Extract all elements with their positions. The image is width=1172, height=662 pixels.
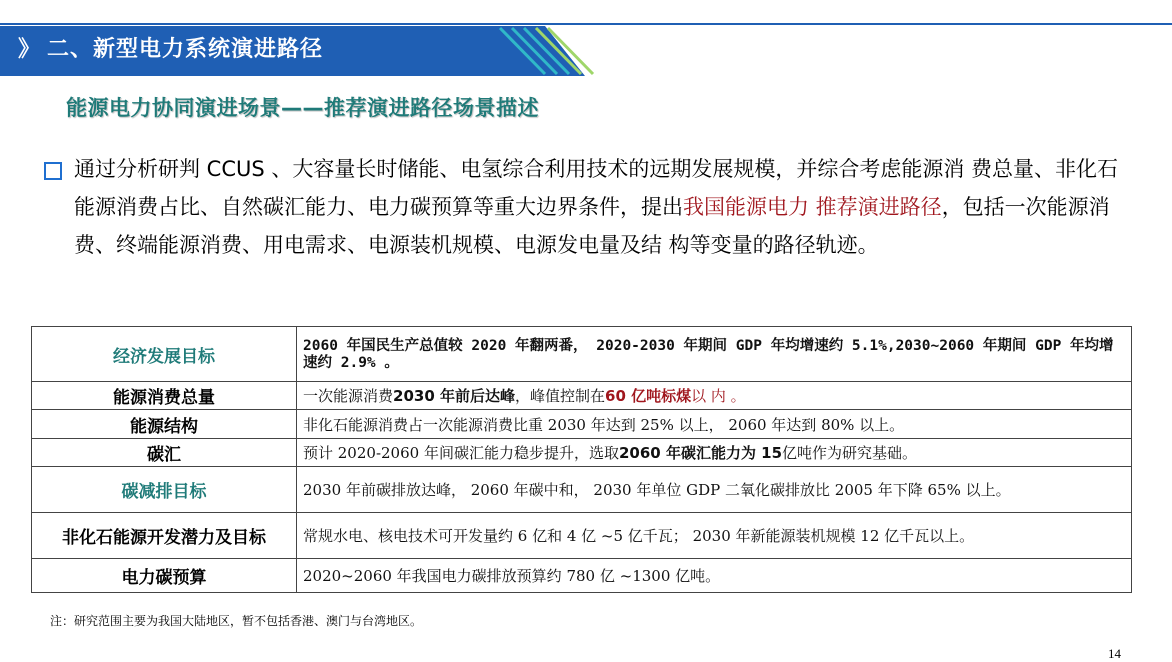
value-text: 预计 2020-2060 年间碳汇能力稳步提升，选取 [303, 444, 619, 462]
chevron-icon: 》 [18, 37, 42, 62]
table-key: 能源消费总量 [32, 382, 297, 410]
table-row [32, 327, 1132, 382]
description-paragraph [74, 150, 1134, 264]
paragraph-part2: ，包括一次能源消费、终端能源消费、用电需求、电源装机规模、电源发电量及结 构等变量的路径轨迹。 [74, 195, 1110, 257]
value-highlight: 60 亿吨标煤 [605, 387, 692, 405]
slide-subtitle: 能源电力协同演进场景——推荐演进路径场景描述 [66, 96, 539, 120]
table-value: 2060 年国民生产总值较 2020 年翻两番， 2020-2030 年期间 GDP 年均增速约 5.1%,2030~2060 年期间 GDP 年均增速约 2.9% 。 [297, 327, 1132, 382]
paragraph-highlight: 我国能源电力 推荐演进路径 [683, 195, 942, 219]
table-key: 能源结构 [32, 410, 297, 439]
table-value: 2020~2060 年我国电力碳排放预算约 780 亿 ~1300 亿吨。 [297, 559, 1132, 593]
section-title [18, 30, 323, 70]
page-number: 14 [1108, 646, 1121, 661]
table-row [32, 559, 1132, 593]
table-row [32, 410, 1132, 439]
table-key: 碳减排目标 [32, 467, 297, 513]
table-row [32, 439, 1132, 467]
table-value: 常规水电、核电技术可开发量约 6 亿和 4 亿 ~5 亿千瓦； 2030 年新能源装机规模 12 亿千瓦以上。 [297, 513, 1132, 559]
value-highlight-tail: 以 内 。 [691, 387, 746, 405]
table-key: 碳汇 [32, 439, 297, 467]
table-value: 非化石能源消费占一次能源消费比重 2030 年达到 25% 以上， 2060 年达到 80% 以上。 [297, 410, 1132, 439]
boundary-conditions-table [31, 326, 1132, 593]
table-row [32, 513, 1132, 559]
table-row [32, 467, 1132, 513]
table-value: 2030 年前碳排放达峰， 2060 年碳中和， 2030 年单位 GDP 二氧化碳排放比 2005 年下降 65% 以上。 [297, 467, 1132, 513]
value-text: 一次能源消费 [303, 387, 394, 405]
value-bold: 2060 年碳汇能力为 15 [618, 444, 783, 462]
table-key: 电力碳预算 [32, 559, 297, 593]
value-bold: 2030 年前后达峰 [393, 387, 515, 405]
value-text: ，峰值控制在 [515, 387, 606, 405]
footnote: 注：研究范围主要为我国大陆地区，暂不包括香港、澳门与台湾地区。 [50, 614, 423, 628]
table-key: 经济发展目标 [32, 327, 297, 382]
value-text: 亿吨作为研究基础。 [782, 444, 918, 462]
paragraph-part1: 通过分析研判 CCUS 、大容量长时储能、电氢综合利用技术的远期发展规模，并综合考虑能源消 费总量、非化石能源消费占比、自然碳汇能力、电力碳预算等重大边界条件，提出 [74, 157, 1119, 219]
section-title-text: 二、新型电力系统演进路径 [47, 37, 324, 62]
table-key: 非化石能源开发潜力及目标 [32, 513, 297, 559]
table-value [297, 439, 1132, 467]
table-row [32, 382, 1132, 410]
table-value [297, 382, 1132, 410]
bullet-square-icon [44, 162, 62, 180]
